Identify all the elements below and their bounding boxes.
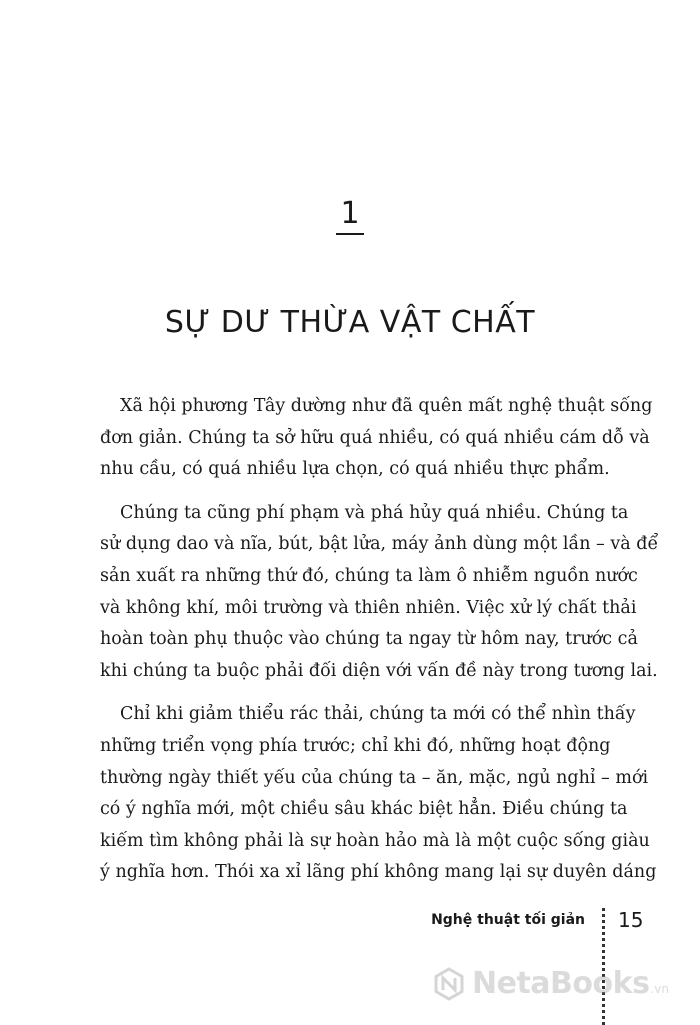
paragraph xyxy=(100,498,659,688)
watermark xyxy=(432,966,669,1001)
watermark-domain: .vn xyxy=(650,981,669,996)
text-line: sản xuất ra những thứ đó, chúng ta làm ô nhiễm nguồn nước xyxy=(100,565,638,586)
text-line: Chúng ta cũng phí phạm và phá hủy quá nhiều. Chúng ta xyxy=(120,502,629,523)
text-line: đơn giản. Chúng ta sở hữu quá nhiều, có quá nhiều cám dỗ và xyxy=(100,427,650,448)
watermark-brand: NetaBooks xyxy=(472,966,650,1001)
body-text xyxy=(100,391,659,901)
text-line: nhu cầu, có quá nhiều lựa chọn, có quá nhiều thực phẩm. xyxy=(100,459,610,480)
text-line: khi chúng ta buộc phải đối diện với vấn đề này trong tương lai. xyxy=(100,660,658,681)
chapter-title: SỰ DƯ THỪA VẬT CHẤT xyxy=(164,305,536,340)
netabooks-logo-icon xyxy=(432,967,466,1001)
paragraph xyxy=(100,391,653,486)
text-line: ý nghĩa hơn. Thói xa xỉ lãng phí không mang lại sự duyên dáng xyxy=(100,862,657,883)
text-line: Chỉ khi giảm thiểu rác thải, chúng ta mới có thể nhìn thấy xyxy=(120,704,636,725)
page-number: 15 xyxy=(618,908,644,932)
text-line: có ý nghĩa mới, một chiều sâu khác biệt hẳn. Điều chúng ta xyxy=(100,799,628,820)
running-footer-title: Nghệ thuật tối giản xyxy=(431,912,585,928)
text-line: những triển vọng phía trước; chỉ khi đó, những hoạt động xyxy=(100,735,611,756)
chapter-number: 1 xyxy=(340,196,360,231)
text-line: và không khí, môi trường và thiên nhiên. Việc xử lý chất thải xyxy=(100,597,637,618)
text-line: hoàn toàn phụ thuộc vào chúng ta ngay từ hôm nay, trước cả xyxy=(100,629,638,650)
text-line: thường ngày thiết yếu của chúng ta – ăn, mặc, ngủ nghỉ – mới xyxy=(100,767,649,788)
text-line: sử dụng dao và nĩa, bút, bật lửa, máy ảnh dùng một lần – và để xyxy=(100,534,659,555)
chapter-number-underline xyxy=(336,233,364,235)
paragraph xyxy=(100,699,657,889)
text-line: Xã hội phương Tây dường như đã quên mất nghệ thuật sống xyxy=(120,396,653,416)
text-line: kiếm tìm không phải là sự hoàn hảo mà là một cuộc sống giàu xyxy=(100,830,650,851)
